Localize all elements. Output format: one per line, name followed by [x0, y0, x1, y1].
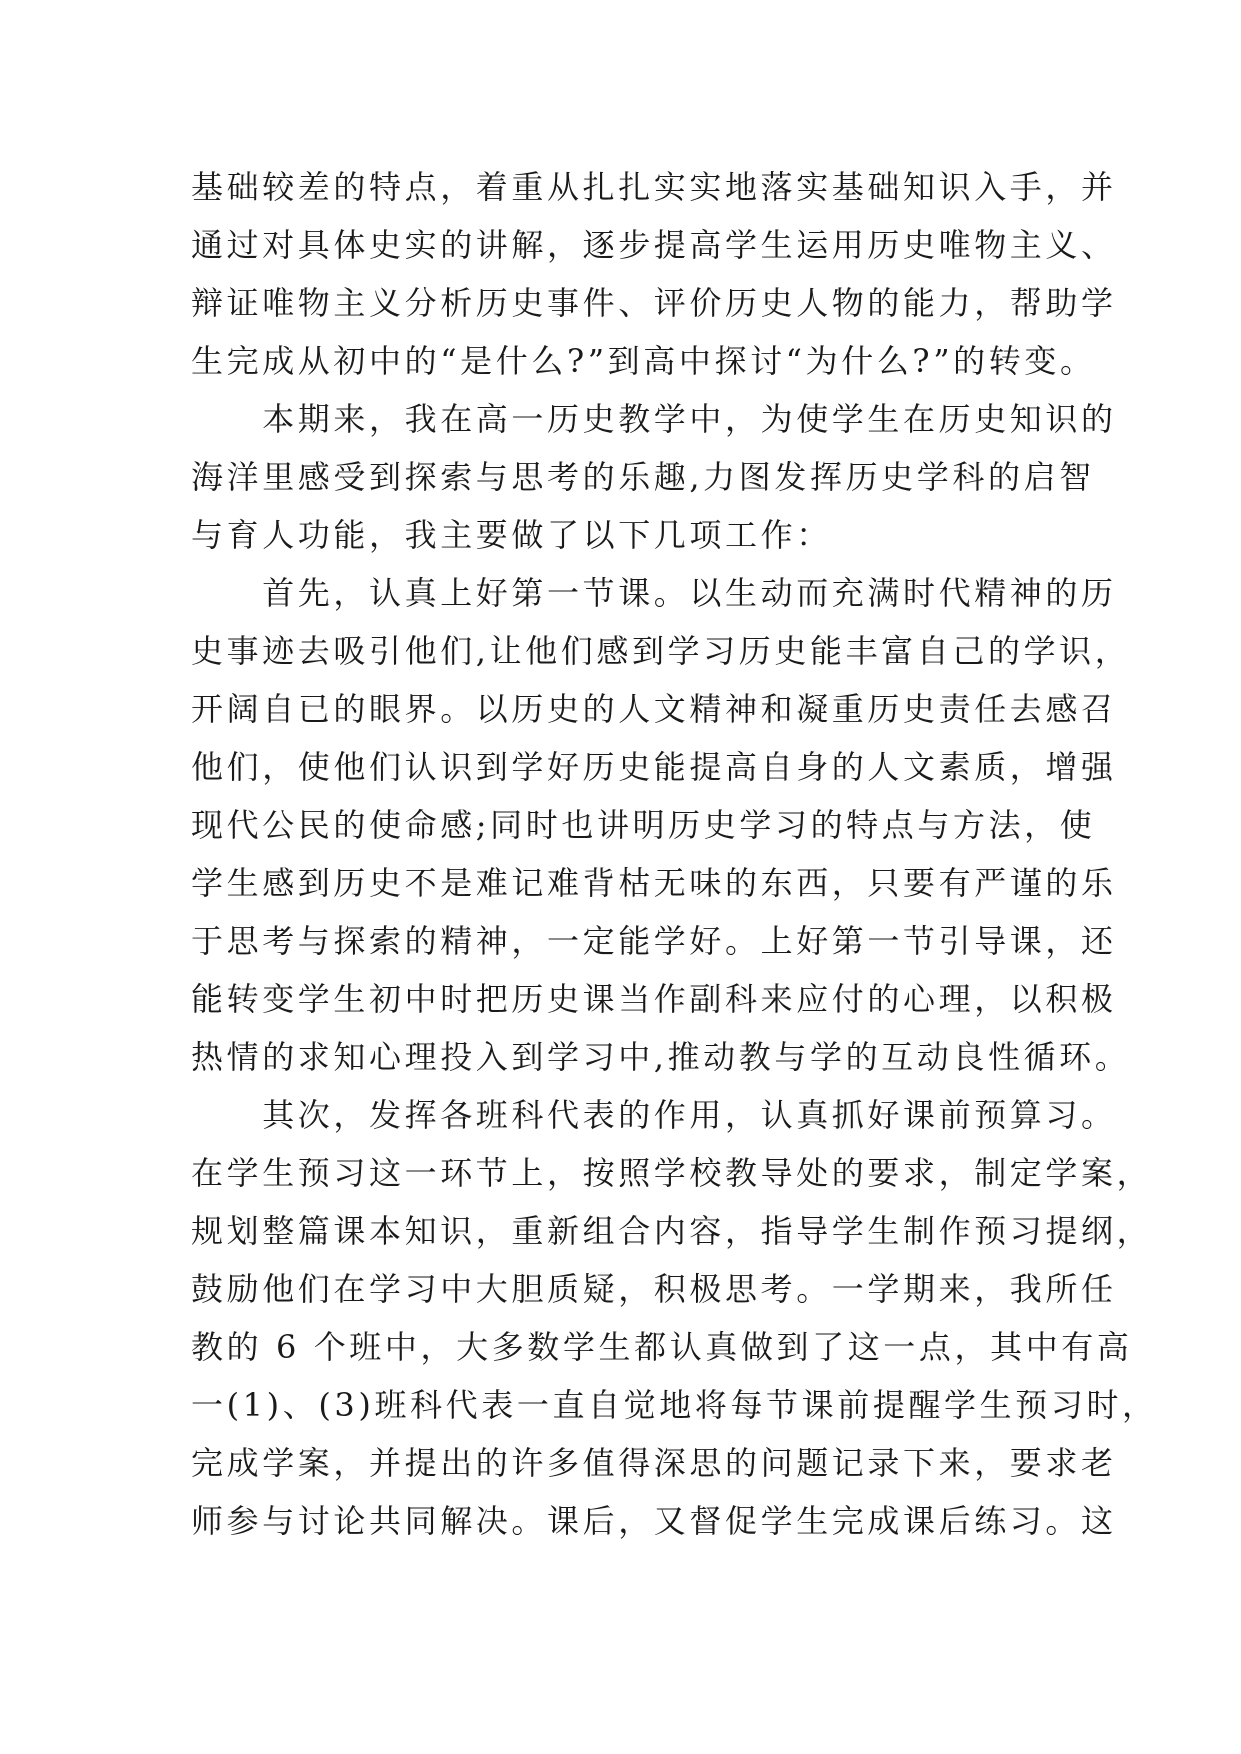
text-line: 辩证唯物主义分析历史事件、评价历史人物的能力，帮助学 — [191, 284, 1117, 322]
text-line: 学生感到历史不是难记难背枯无味的东西，只要有严谨的乐 — [191, 864, 1117, 902]
text-line: 生完成从初中的“是什么?”到高中探讨“为什么?”的转变。 — [191, 342, 1096, 380]
text-line: 于思考与探索的精神，一定能学好。上好第一节引导课，还 — [191, 922, 1117, 960]
text-line: 完成学案，并提出的许多值得深思的问题记录下来，要求老 — [191, 1444, 1117, 1482]
text-line: 他们，使他们认识到学好历史能提高自身的人文素质，增强 — [191, 748, 1117, 786]
text-line: 师参与讨论共同解决。课后，又督促学生完成课后练习。这 — [191, 1502, 1117, 1540]
text-line: 首先，认真上好第一节课。以生动而充满时代精神的历 — [191, 574, 1117, 612]
text-line: 其次，发挥各班科代表的作用，认真抓好课前预算习。 — [191, 1096, 1117, 1134]
text-line: 规划整篇课本知识，重新组合内容，指导学生制作预习提纲， — [191, 1212, 1153, 1250]
text-line: 开阔自已的眼界。以历史的人文精神和凝重历史责任去感召 — [191, 690, 1117, 728]
text-line: 海洋里感受到探索与思考的乐趣,力图发挥历史学科的启智 — [191, 458, 1095, 496]
text-line: 基础较差的特点，着重从扎扎实实地落实基础知识入手，并 — [191, 168, 1117, 206]
text-line: 在学生预习这一环节上，按照学校教导处的要求，制定学案， — [191, 1154, 1153, 1192]
text-line: 现代公民的使命感;同时也讲明历史学习的特点与方法，使 — [191, 806, 1096, 844]
text-line: 本期来，我在高一历史教学中，为使学生在历史知识的 — [191, 400, 1117, 438]
text-line: 一(1)、(3)班科代表一直自觉地将每节课前提醒学生预习时， — [191, 1386, 1158, 1424]
text-line: 鼓励他们在学习中大胆质疑，积极思考。一学期来，我所任 — [191, 1270, 1117, 1308]
text-line: 与育人功能，我主要做了以下几项工作： — [191, 516, 832, 554]
text-line: 教的 6 个班中，大多数学生都认真做到了这一点，其中有高 — [191, 1328, 1133, 1366]
text-line: 能转变学生初中时把历史课当作副科来应付的心理，以积极 — [191, 980, 1117, 1018]
text-line: 热情的求知心理投入到学习中,推动教与学的互动良性循环。 — [191, 1038, 1131, 1076]
text-line: 史事迹去吸引他们,让他们感到学习历史能丰富自己的学识， — [191, 632, 1131, 670]
body-text — [191, 158, 1158, 1550]
text-line: 通过对具体史实的讲解，逐步提高学生运用历史唯物主义、 — [191, 226, 1117, 264]
